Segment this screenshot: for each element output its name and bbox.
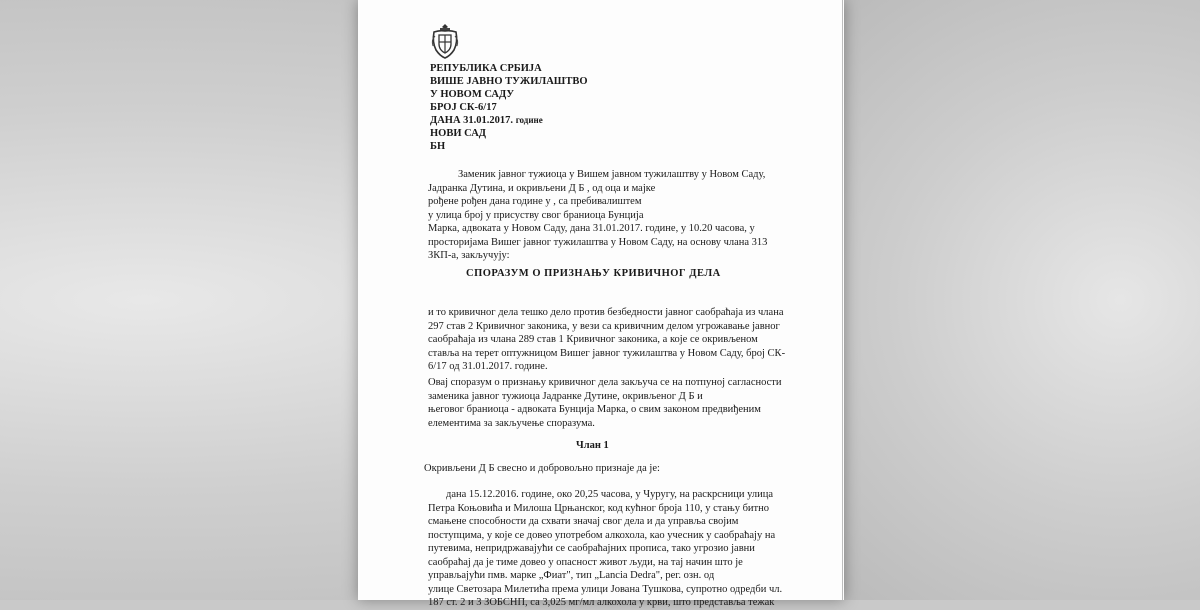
facts-line: дана 15.12.2016. године, око 20,25 часова, у Чуругу, на раскрсници улица bbox=[446, 489, 773, 500]
intro-line: рођене рођен дана године у , са пребивалиштем bbox=[428, 196, 642, 207]
header-date-prefix: ДАНА 31.01.2017. bbox=[430, 115, 514, 126]
facts-line: улице Светозара Милетића према улици Јована Тушкова, супротно одредби чл. bbox=[428, 583, 783, 595]
header-date bbox=[430, 114, 588, 127]
coat-of-arms-icon bbox=[430, 22, 460, 60]
header-city: У НОВОМ САДУ bbox=[430, 89, 515, 100]
intro-line: ЗКП-а, закључују: bbox=[428, 250, 510, 261]
facts-line: поступцима, у које се довео употребом алкохола, као учесник у саобраћају на bbox=[428, 529, 776, 541]
document-header bbox=[430, 62, 588, 153]
facts-line: управљајући пмв. марке „Фиат", тип „Lancia Dedra", рег. озн. од bbox=[428, 570, 715, 581]
intro-line: у улица број у присуству свог браниоца Бунција bbox=[428, 209, 644, 221]
intro-line: просторијама Вишег јавног тужилаштва у Новом Саду, на основу члана 313 bbox=[428, 236, 768, 248]
intro-line: Заменик јавног тужиоца у Вишем јавном тужилаштву у Новом Саду, bbox=[458, 169, 766, 180]
consent-line: заменика јавног тужиоца Јадранке Дутине, окривљеног Д Б и bbox=[428, 390, 703, 402]
consent-line: Овај споразум о признању кривичног дела закључа се на потпуној сагласности bbox=[428, 377, 782, 388]
facts-line: Петра Коњовића и Милоша Црњанског, код кућног броја 110, у стању битно bbox=[428, 502, 769, 514]
facts-line: смањене способности да схвати значај свог дела и да управља својим bbox=[428, 516, 739, 527]
header-place: НОВИ САД bbox=[430, 128, 486, 139]
offense-line: 297 став 2 Кривичног законика, у вези са кривичним делом угрожавање јавног bbox=[428, 320, 780, 332]
background-right bbox=[800, 0, 1200, 600]
facts-line: саобраћај да је тиме довео у опасност живот људи, на тај начин што је bbox=[428, 556, 743, 568]
facts-paragraph bbox=[428, 488, 783, 610]
confession-paragraph bbox=[424, 462, 764, 476]
header-case-number: БРОЈ СК-6/17 bbox=[430, 102, 497, 113]
offense-paragraph bbox=[428, 306, 786, 374]
header-initials: БН bbox=[430, 141, 446, 152]
offense-line: 6/17 од 31.01.2017. године. bbox=[428, 361, 548, 372]
consent-line: елементима за закључење споразума. bbox=[428, 417, 595, 429]
facts-line: путевима, непридржавајући се саобраћајних прописа, тако угрозио јавни bbox=[428, 543, 755, 554]
intro-line: Јадранка Дутина, и окривљени Д Б , од оца и мајке bbox=[428, 182, 656, 194]
header-date-suffix: године bbox=[515, 115, 543, 125]
offense-line: и то кривичног дела тешко дело против безбедности јавног саобраћаја из члана bbox=[428, 307, 784, 318]
header-republic: РЕПУБЛИКА СРБИЈА bbox=[430, 63, 542, 74]
consent-line: његовог браниоца - адвоката Бунција Марка, о свим законом предвиђеним bbox=[428, 404, 761, 415]
intro-paragraph bbox=[428, 168, 768, 263]
agreement-title: СПОРАЗУМ О ПРИЗНАЊУ КРИВИЧНОГ ДЕЛА bbox=[466, 268, 721, 279]
article-heading: Члан 1 bbox=[576, 440, 609, 451]
offense-line: саобраћаја из члана 289 став 1 Кривичног законика, а које се окривљеном bbox=[428, 334, 758, 345]
consent-paragraph bbox=[428, 376, 782, 430]
header-office: ВИШЕ ЈАВНО ТУЖИЛАШТВО bbox=[430, 76, 588, 87]
page-edge bbox=[842, 0, 843, 600]
intro-line: Марка, адвоката у Новом Саду, дана 31.01.2017. године, у 10.20 часова, у bbox=[428, 223, 755, 234]
offense-line: ставља на терет оптужницом Вишег јавног тужилаштва у Новом Саду, број СК- bbox=[428, 347, 786, 359]
confession-line: Окривљени Д Б свесно и добровољно признаје да је: bbox=[424, 463, 660, 474]
facts-line: 187 ст. 2 и 3 ЗОБСНП, са 3,025 мг/мл алкохола у крви, што представља тежак bbox=[428, 597, 775, 608]
